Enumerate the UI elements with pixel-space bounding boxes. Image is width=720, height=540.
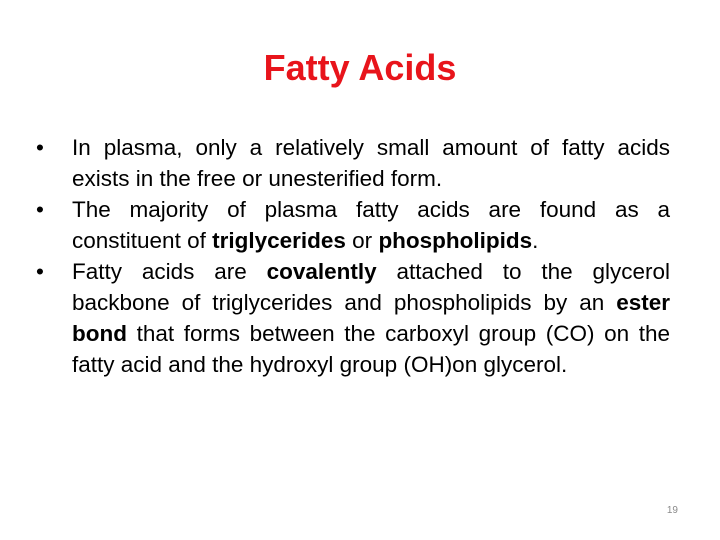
bullet-text: The majority of plasma fatty acids are found as a constituent of	[72, 197, 670, 253]
bold-term-covalently: covalently	[266, 259, 377, 284]
bullet-marker: •	[36, 135, 44, 160]
bullet-text: or	[345, 228, 379, 253]
bullet-list	[36, 132, 670, 380]
page-number: 19	[666, 505, 678, 516]
bullet-item	[36, 256, 670, 380]
bold-term-phospholipids: phospholipids	[378, 228, 533, 253]
bullet-text: .	[532, 228, 539, 253]
bullet-marker: •	[36, 259, 44, 284]
bullet-marker: •	[36, 197, 44, 222]
bullet-text: attached to the glycerol backbone of triglycerides and phospholipids by an	[72, 259, 670, 315]
bold-term-ester-bond: ester bond	[72, 290, 670, 346]
bullet-text: that forms between the carboxyl group (CO) on the fatty acid and the hydroxyl group (OH)on glycerol.	[72, 321, 670, 377]
bullet-text: In plasma, only a relatively small amount of fatty acids exists in the free or unesterified form.	[72, 135, 670, 191]
slide-title: Fatty Acids	[263, 47, 457, 88]
bullet-item	[36, 194, 670, 256]
bullet-item	[36, 132, 670, 194]
bullet-text: Fatty acids are	[72, 259, 267, 284]
bold-term-triglycerides: triglycerides	[212, 228, 346, 253]
